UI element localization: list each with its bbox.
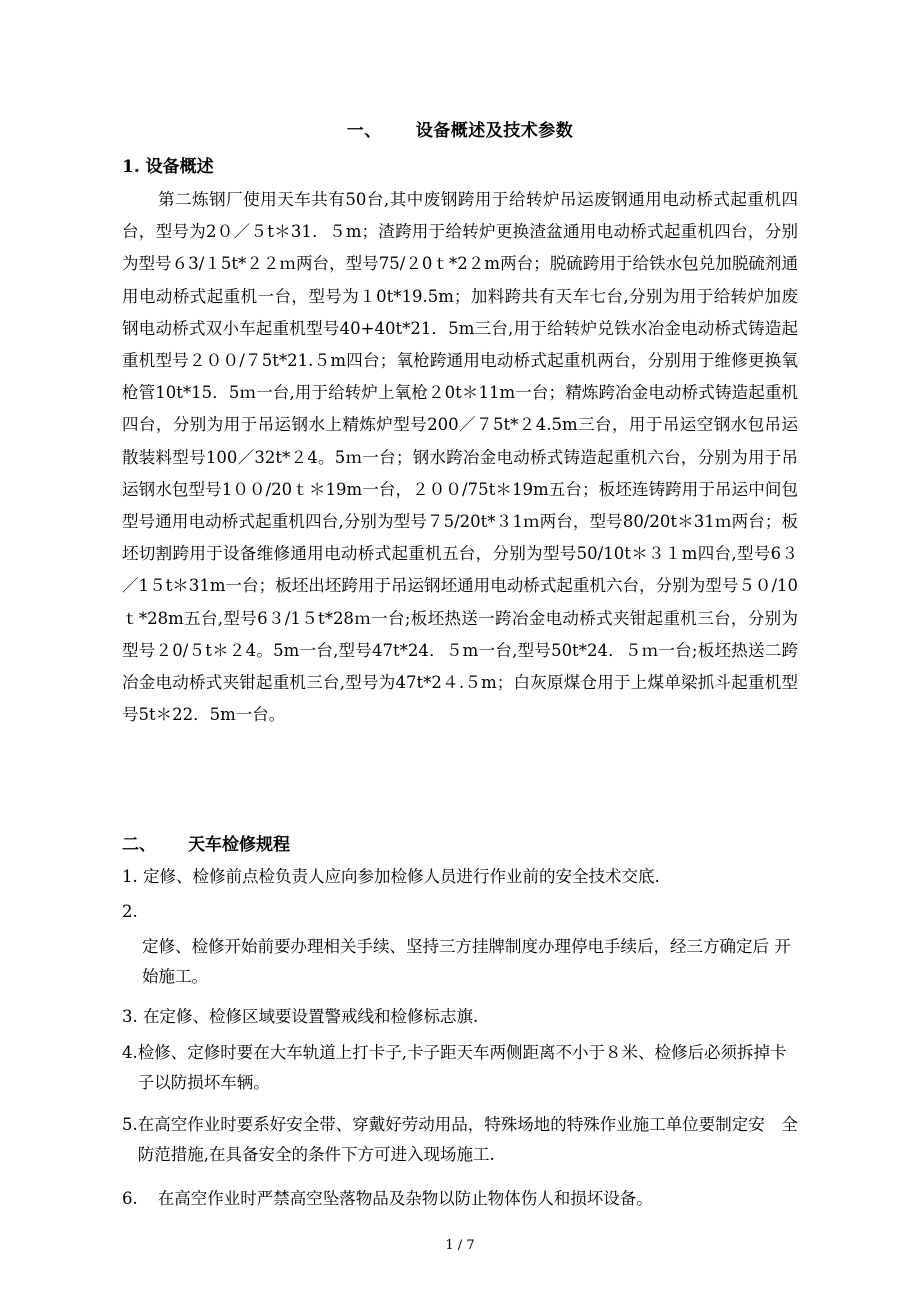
section2-number: 二、 xyxy=(122,835,156,855)
list-item xyxy=(122,1110,802,1170)
page-number: 1 / 7 xyxy=(445,1238,475,1253)
list-item-text: 在高空作业时严禁高空坠落物品及杂物以防止物体伤人和损坏设备。 xyxy=(157,1189,653,1208)
title-text: 设备概述及技术参数 xyxy=(415,121,574,141)
section-heading-overview: 1. 设备概述 xyxy=(122,157,214,177)
list-item-number: 3. xyxy=(122,1007,138,1026)
section2-text: 天车检修规程 xyxy=(188,835,290,855)
title-number: 一、 xyxy=(346,121,382,141)
list-item-text: 在高空作业时要系好安全带、穿戴好劳动用品，特殊场地的特殊作业施工单位要制定安 全防范措施,在具备安全的条件下方可进入现场施工. xyxy=(137,1115,798,1164)
list-item-text: 定修、检修开始前要办理相关手续、坚持三方挂牌制度办理停电手续后，经三方确定后 开始施工。 xyxy=(142,937,791,986)
list-item-number: 1. xyxy=(122,867,138,886)
list-item-text: 定修、检修前点检负责人应向参加检修人员进行作业前的安全技术交底. xyxy=(137,867,660,886)
list-item xyxy=(122,1038,802,1098)
list-item xyxy=(122,897,802,992)
list-item-number: 4. xyxy=(122,1043,138,1062)
list-item xyxy=(122,1002,802,1032)
overview-paragraph: 第二炼钢厂使用天车共有50台,其中废钢跨用于给转炉吊运废钢通用电动桥式起重机四台，型号为2０／５t＊31．５m；渣跨用于给转炉更换渣盆通用电动桥式起重机四台，分别为型号６3/１5t*２２ｍ两台，型号75/２0ｔ*2２m两台；脱硫跨用于给铁水包兑加脱硫剂通用电动桥式起重机一台，型号为１0t*19.5m；加料跨共有天车七台,分别为用于给转炉加废钢电动桥式双小车起重机型号40+40t*21．5m三台,用于给转炉兑铁水冶金电动桥式铸造起重机型号２００/７5t*21.５m四台；氧枪跨通用电动桥式起重机两台，分别用于维修更换氧枪管10t*15．5ｍ一台,用于给转炉上氧枪２0t＊11m一台；精炼跨冶金电动桥式铸造起重机四台，分别为用于吊运钢水上精炼炉型号200／７5t*２4.5m三台，用于吊运空钢水包吊运散装料型号100／32t*２4。5ｍ一台；钢水跨冶金电动桥式铸造起重机六台，分别为用于吊运钢水包型号1００/20ｔ＊19m一台，２００/75t＊19m五台；板坯连铸跨用于吊运中间包型号通用电动桥式起重机四台,分别为型号７5/20t*３1ｍ两台，型号80/20t＊31ｍ两台；板坯切割跨用于设备维修通用电动桥式起重机五台，分别为型号50/10t＊３１m四台,型号6３／1５t＊31m一台；板坯出坯跨用于吊运钢坯通用电动桥式起重机六台，分别为型号５０/10ｔ*28m五台,型号6３/1５t*28ｍ一台;板坯热送一跨冶金电动桥式夹钳起重机三台，分别为型号２0/５t＊２4。5m一台,型号47t*24．５m一台,型号50t*24．５ｍ一台;板坯热送二跨冶金电动桥式夹钳起重机三台,型号为47t*2４.５m；白灰原煤仓用于上煤单梁抓斗起重机型号5t＊22．5m一台。 xyxy=(122,190,798,725)
list-item xyxy=(122,1184,802,1214)
list-item-text: 检修、定修时要在大车轨道上打卡子,卡子距天车两侧距离不小于８米、检修后必须拆掉卡子以防损坏车辆。 xyxy=(137,1043,787,1092)
list-item-number: 5. xyxy=(122,1115,138,1134)
list-item xyxy=(122,862,802,892)
document-title xyxy=(0,116,920,141)
list-item-text: 在定修、检修区域要设置警戒线和检修标志旗. xyxy=(137,1007,479,1026)
list-item-number: 2. xyxy=(122,902,138,921)
section-heading-maintenance xyxy=(122,830,290,855)
list-item-number: 6. xyxy=(122,1189,138,1208)
